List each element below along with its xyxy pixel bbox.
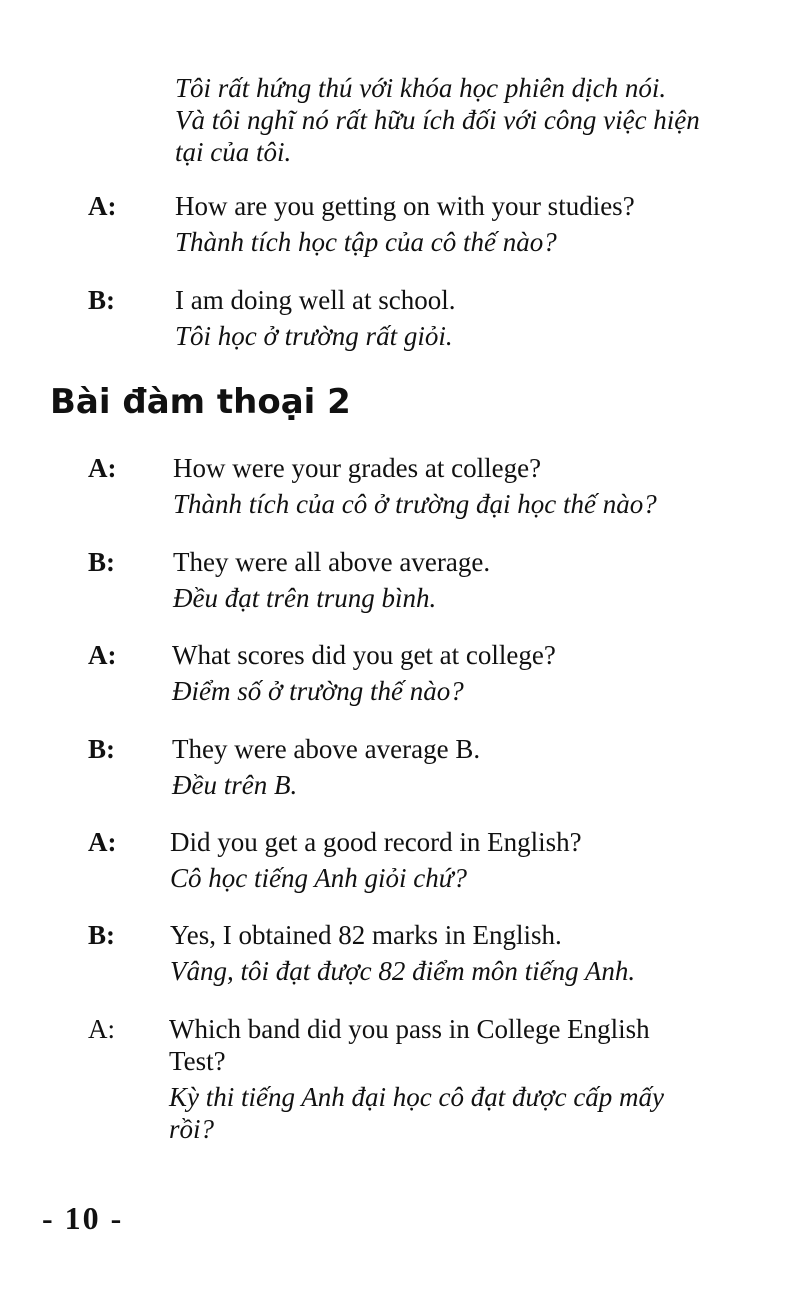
english-line: They were above average B. [172, 734, 481, 764]
intro-line-1: Tôi rất hứng thú với khóa học phiên dịch nói. [175, 73, 667, 103]
vietnamese-line: Thành tích học tập của cô thế nào? [175, 227, 557, 257]
vietnamese-line: Đều đạt trên trung bình. [173, 583, 437, 613]
english-line: Test? [169, 1046, 226, 1076]
speaker-label: B: [88, 920, 115, 950]
english-line: What scores did you get at college? [172, 640, 556, 670]
speaker-label: A: [88, 827, 117, 857]
vietnamese-line: Tôi học ở trường rất giỏi. [175, 321, 453, 351]
english-line: They were all above average. [173, 547, 491, 577]
intro-line-2: Và tôi nghĩ nó rất hữu ích đối với công việc hiện [175, 105, 700, 135]
speaker-label: A: [88, 453, 117, 483]
english-line: How are you getting on with your studies? [175, 191, 635, 221]
speaker-label: B: [88, 734, 115, 764]
intro-line-3: tại của tôi. [175, 137, 292, 167]
speaker-label: B: [88, 547, 115, 577]
english-line: Yes, I obtained 82 marks in English. [170, 920, 562, 950]
speaker-label: A: [88, 1014, 115, 1044]
page-number: - 10 - [42, 1200, 124, 1236]
vietnamese-line: rồi? [169, 1114, 215, 1144]
speaker-label: B: [88, 285, 115, 315]
english-line: Which band did you pass in College English [169, 1014, 650, 1044]
section-heading: Bài đàm thoại 2 [50, 382, 351, 422]
speaker-label: A: [88, 191, 117, 221]
english-line: I am doing well at school. [175, 285, 456, 315]
vietnamese-line: Thành tích của cô ở trường đại học thế nào? [173, 489, 657, 519]
english-line: How were your grades at college? [173, 453, 542, 483]
english-line: Did you get a good record in English? [170, 827, 582, 857]
vietnamese-line: Điểm số ở trường thế nào? [172, 676, 464, 706]
vietnamese-line: Đều trên B. [172, 770, 298, 800]
vietnamese-line: Cô học tiếng Anh giỏi chứ? [170, 863, 467, 893]
vietnamese-line: Kỳ thi tiếng Anh đại học cô đạt được cấp mấy [169, 1082, 665, 1112]
vietnamese-line: Vâng, tôi đạt được 82 điểm môn tiếng Anh. [170, 956, 636, 986]
speaker-label: A: [88, 640, 117, 670]
